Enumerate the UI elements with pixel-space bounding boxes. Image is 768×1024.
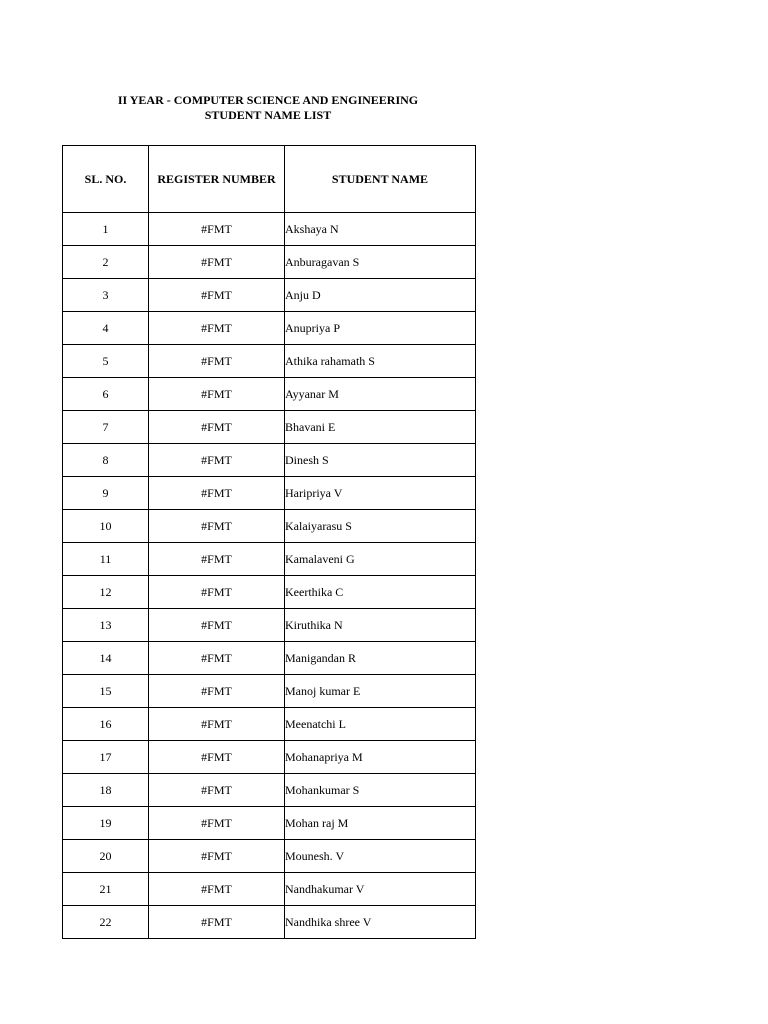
cell-student-name: Anju D [285,279,476,312]
cell-register-number: #FMT [149,213,285,246]
cell-student-name: Ayyanar M [285,378,476,411]
table-row [63,213,476,246]
table-row [63,444,476,477]
cell-sl-no: 10 [63,510,149,543]
cell-student-name: Nandhika shree V [285,906,476,939]
cell-register-number: #FMT [149,873,285,906]
cell-sl-no: 16 [63,708,149,741]
cell-register-number: #FMT [149,807,285,840]
cell-sl-no: 5 [63,345,149,378]
table-row [63,642,476,675]
cell-sl-no: 22 [63,906,149,939]
cell-register-number: #FMT [149,708,285,741]
cell-register-number: #FMT [149,906,285,939]
column-header-sl-no: SL. NO. [63,146,149,213]
table-row [63,807,476,840]
cell-sl-no: 20 [63,840,149,873]
cell-student-name: Manigandan R [285,642,476,675]
cell-student-name: Meenatchi L [285,708,476,741]
table-row [63,675,476,708]
cell-student-name: Akshaya N [285,213,476,246]
table-row [63,906,476,939]
table-row [63,312,476,345]
cell-student-name: Kiruthika N [285,609,476,642]
cell-register-number: #FMT [149,675,285,708]
cell-register-number: #FMT [149,444,285,477]
cell-student-name: Anburagavan S [285,246,476,279]
column-header-student-name: STUDENT NAME [285,146,476,213]
table-row [63,378,476,411]
cell-student-name: Manoj kumar E [285,675,476,708]
table-row [63,279,476,312]
table-row [63,609,476,642]
cell-sl-no: 1 [63,213,149,246]
cell-student-name: Athika rahamath S [285,345,476,378]
cell-sl-no: 21 [63,873,149,906]
cell-register-number: #FMT [149,840,285,873]
cell-student-name: Keerthika C [285,576,476,609]
table-header-row [63,146,476,213]
title-line-2: STUDENT NAME LIST [204,108,332,122]
cell-register-number: #FMT [149,246,285,279]
table-row [63,411,476,444]
cell-sl-no: 7 [63,411,149,444]
cell-register-number: #FMT [149,477,285,510]
cell-sl-no: 4 [63,312,149,345]
cell-student-name: Bhavani E [285,411,476,444]
cell-register-number: #FMT [149,774,285,807]
table-row [63,543,476,576]
table-row [63,708,476,741]
cell-student-name: Kalaiyarasu S [285,510,476,543]
cell-sl-no: 6 [63,378,149,411]
table-row [63,840,476,873]
cell-sl-no: 15 [63,675,149,708]
table-row [63,510,476,543]
cell-register-number: #FMT [149,510,285,543]
cell-student-name: Kamalaveni G [285,543,476,576]
cell-sl-no: 8 [63,444,149,477]
table-row [63,774,476,807]
cell-student-name: Mounesh. V [285,840,476,873]
cell-student-name: Nandhakumar V [285,873,476,906]
cell-sl-no: 2 [63,246,149,279]
cell-sl-no: 13 [63,609,149,642]
cell-register-number: #FMT [149,279,285,312]
table-row [63,741,476,774]
cell-register-number: #FMT [149,576,285,609]
table-row [63,345,476,378]
table-row [63,246,476,279]
cell-student-name: Anupriya P [285,312,476,345]
document-title [62,93,474,123]
table-row [63,873,476,906]
cell-sl-no: 9 [63,477,149,510]
cell-sl-no: 14 [63,642,149,675]
cell-register-number: #FMT [149,378,285,411]
cell-register-number: #FMT [149,642,285,675]
cell-student-name: Dinesh S [285,444,476,477]
column-header-register-number: REGISTER NUMBER [149,146,285,213]
cell-register-number: #FMT [149,411,285,444]
cell-sl-no: 11 [63,543,149,576]
table-row [63,477,476,510]
cell-student-name: Mohan raj M [285,807,476,840]
cell-sl-no: 17 [63,741,149,774]
cell-register-number: #FMT [149,312,285,345]
cell-register-number: #FMT [149,741,285,774]
cell-sl-no: 12 [63,576,149,609]
cell-student-name: Haripriya V [285,477,476,510]
cell-register-number: #FMT [149,543,285,576]
table-row [63,576,476,609]
cell-student-name: Mohanapriya M [285,741,476,774]
cell-sl-no: 18 [63,774,149,807]
title-line-1: II YEAR - COMPUTER SCIENCE AND ENGINEERING [117,93,419,107]
cell-student-name: Mohankumar S [285,774,476,807]
cell-register-number: #FMT [149,345,285,378]
cell-register-number: #FMT [149,609,285,642]
student-table [62,145,476,939]
cell-sl-no: 3 [63,279,149,312]
cell-sl-no: 19 [63,807,149,840]
